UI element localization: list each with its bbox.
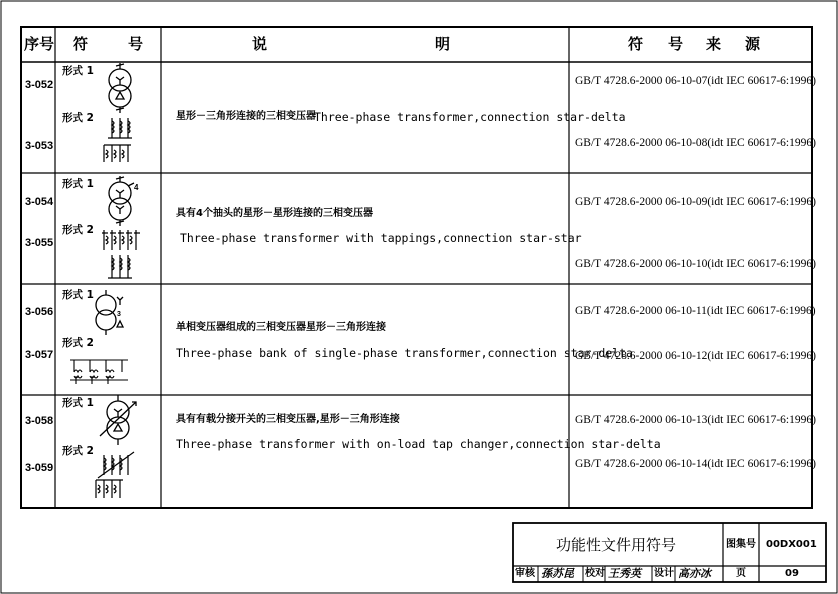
form-label: 形式 1 xyxy=(62,289,94,301)
tap-count-label: 4 xyxy=(134,183,139,192)
row-num: 3-057 xyxy=(25,349,54,361)
row-num: 3-058 xyxy=(25,415,54,427)
symbol-3-058 xyxy=(100,395,136,445)
source-ref: GB/T 4728.6-2000 06-10-12(idt IEC 60617-6:1996) xyxy=(575,350,816,362)
desc-cn: 单相变压器组成的三相变压器星形－三角形连接 xyxy=(176,322,386,333)
desc-cn: 具有4个抽头的星形－星形连接的三相变压器 xyxy=(176,208,373,219)
source-ref: GB/T 4728.6-2000 06-10-07(idt IEC 60617-6:1996) xyxy=(575,75,816,87)
header-symbol-char-2: 号 xyxy=(128,35,144,53)
form-label: 形式 1 xyxy=(62,65,94,77)
source-ref: GB/T 4728.6-2000 06-10-08(idt IEC 60617-6:1996) xyxy=(575,137,816,149)
header-source-char-1: 符 xyxy=(628,35,644,53)
header-source-char-3: 来 xyxy=(706,35,722,53)
header-desc-char-2: 明 xyxy=(435,35,451,53)
source-ref: GB/T 4728.6-2000 06-10-11(idt IEC 60617-6:1996) xyxy=(575,305,816,317)
row-num: 3-053 xyxy=(25,140,54,152)
row-num: 3-052 xyxy=(25,79,54,91)
row-num: 3-055 xyxy=(25,237,54,249)
source-ref: GB/T 4728.6-2000 06-10-09(idt IEC 60617-6:1996) xyxy=(575,196,816,208)
source-ref: GB/T 4728.6-2000 06-10-10(idt IEC 60617-6:1996) xyxy=(575,258,816,270)
atlas-number: 00DX001 xyxy=(766,539,817,550)
form-label: 形式 2 xyxy=(62,445,94,457)
page-label: 页 xyxy=(736,568,746,579)
source-ref: GB/T 4728.6-2000 06-10-14(idt IEC 60617-6:1996) xyxy=(575,458,816,470)
symbol-3-054 xyxy=(109,176,134,226)
design-label: 设计 xyxy=(654,568,674,579)
form-label: 形式 1 xyxy=(62,397,94,409)
header-num: 序号 xyxy=(24,35,55,53)
form-label: 形式 2 xyxy=(62,337,94,349)
header-desc-char-1: 说 xyxy=(252,35,268,53)
symbol-3-052 xyxy=(109,63,131,113)
symbol-3-059 xyxy=(96,452,134,498)
row-num: 3-054 xyxy=(25,196,54,208)
form-label: 形式 1 xyxy=(62,178,94,190)
header-symbol-char-1: 符 xyxy=(73,35,89,53)
check-signature: 王秀英 xyxy=(608,567,641,580)
atlas-number-label: 图集号 xyxy=(726,539,756,550)
form-label: 形式 2 xyxy=(62,112,94,124)
form-label: 形式 2 xyxy=(62,224,94,236)
design-signature: 高亦冰 xyxy=(678,567,711,580)
desc-en: Three-phase transformer with tappings,connection star-star xyxy=(180,231,582,245)
row-num: 3-059 xyxy=(25,462,54,474)
review-signature: 孫苏昆 xyxy=(541,567,574,580)
source-ref: GB/T 4728.6-2000 06-10-13(idt IEC 60617-6:1996) xyxy=(575,414,816,426)
header-source-char-2: 号 xyxy=(668,35,684,53)
symbol-3-053 xyxy=(104,118,132,162)
check-label: 校对 xyxy=(585,568,605,579)
header-source-char-4: 源 xyxy=(745,35,761,53)
desc-en: Three-phase bank of single-phase transformer,connection star-delta xyxy=(176,346,633,360)
desc-en: Three-phase transformer,connection star-delta xyxy=(314,110,626,124)
review-label: 审核 xyxy=(515,568,535,579)
desc-cn: 具有有载分接开关的三相变压器,星形－三角形连接 xyxy=(176,414,400,425)
symbol-3-057 xyxy=(70,360,128,384)
drawing-title: 功能性文件用符号 xyxy=(556,536,677,554)
bank-count-label: 3 xyxy=(117,311,121,318)
page-number: 09 xyxy=(785,568,799,579)
desc-cn: 星形－三角形连接的三相变压器 xyxy=(176,111,316,122)
symbol-3-055 xyxy=(102,230,140,278)
row-num: 3-056 xyxy=(25,306,54,318)
desc-en: Three-phase transformer with on-load tap changer,connection star-delta xyxy=(176,437,661,451)
